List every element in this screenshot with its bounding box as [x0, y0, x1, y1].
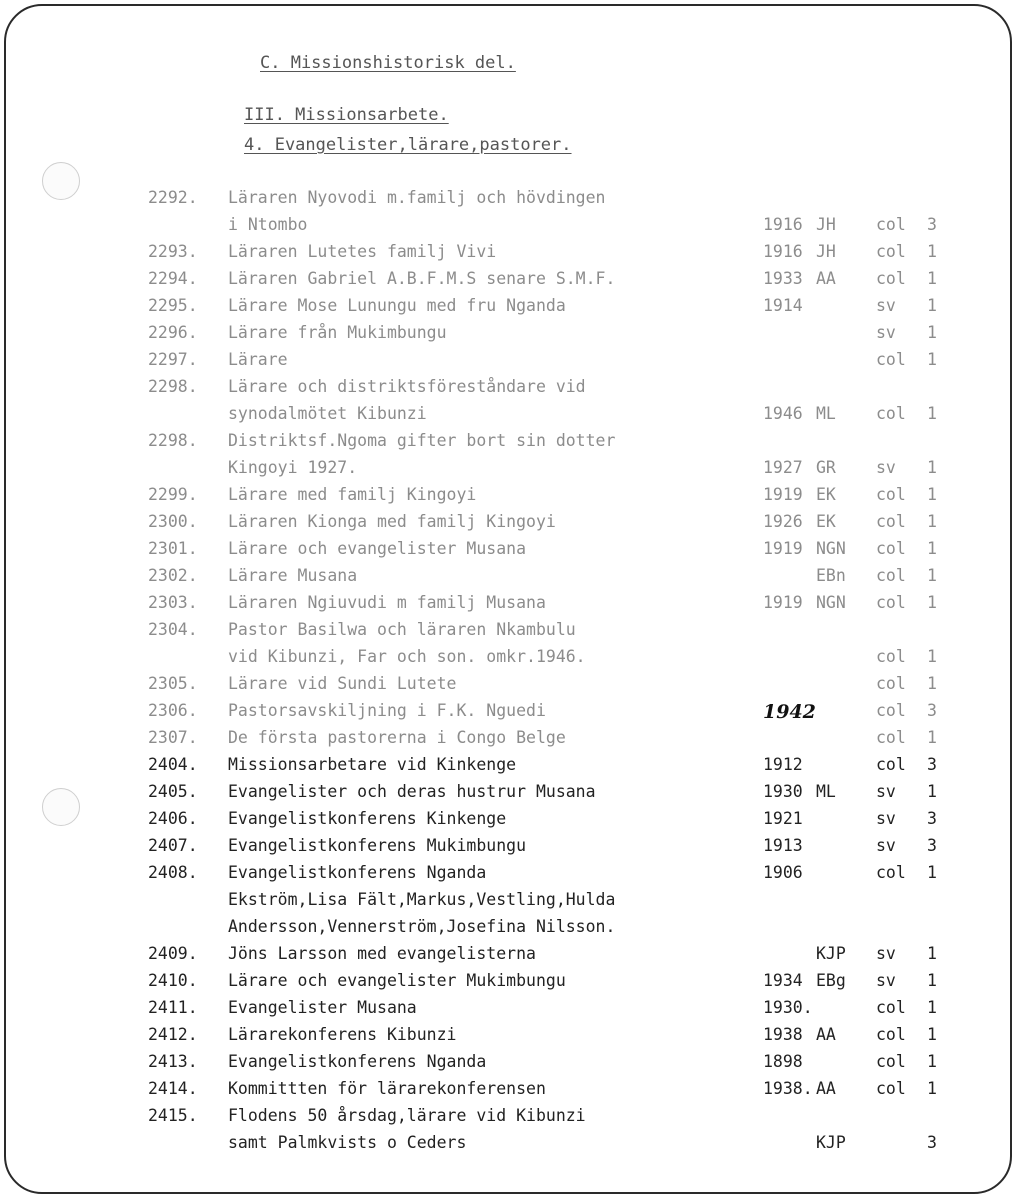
entry-number: 2298. [148, 431, 198, 450]
entry-year: 1913 [763, 836, 803, 855]
entry-year: 1934 [763, 971, 803, 990]
entry-description: Andersson,Vennerström,Josefina Nilsson. [228, 917, 616, 936]
entry-description: Läraren Kionga med familj Kingoyi [228, 512, 556, 531]
entry-signature: EK [816, 512, 836, 531]
entry-format: sv [876, 944, 896, 963]
entry-volume: 1 [927, 350, 937, 369]
entry-description: Missionsarbetare vid Kinkenge [228, 755, 517, 774]
entry-format: col [876, 269, 906, 288]
entry-description: Lärare vid Sundi Lutete [228, 674, 457, 693]
entry-number: 2299. [148, 485, 198, 504]
entry-signature: ML [816, 782, 836, 801]
entry-signature: EBg [816, 971, 846, 990]
entry-volume: 1 [927, 593, 937, 612]
catalog-card [4, 4, 1012, 1194]
entry-number: 2307. [148, 728, 198, 747]
entry-description: Kommittten för lärarekonferensen [228, 1079, 546, 1098]
entry-description: Evangelistkonferens Kinkenge [228, 809, 507, 828]
entry-volume: 3 [927, 701, 937, 720]
entry-volume: 1 [927, 674, 937, 693]
entry-volume: 1 [927, 944, 937, 963]
entry-number: 2300. [148, 512, 198, 531]
entry-row [6, 971, 1014, 998]
entry-year: 1916 [763, 242, 803, 261]
entry-volume: 1 [927, 1079, 937, 1098]
entry-format: col [876, 647, 906, 666]
entry-number: 2305. [148, 674, 198, 693]
entry-signature: NGN [816, 539, 846, 558]
entry-row [6, 350, 1014, 377]
entry-signature: AA [816, 1025, 836, 1044]
entry-year: 1916 [763, 215, 803, 234]
entry-number: 2410. [148, 971, 198, 990]
entry-number: 2404. [148, 755, 198, 774]
entry-year: 1938 [763, 1025, 803, 1044]
entry-format: sv [876, 296, 896, 315]
entry-number: 2293. [148, 242, 198, 261]
entry-description: Evangelister Musana [228, 998, 417, 1017]
entry-format: sv [876, 782, 896, 801]
entry-signature: JH [816, 242, 836, 261]
entry-volume: 1 [927, 404, 937, 423]
entry-volume: 1 [927, 971, 937, 990]
entry-number: 2409. [148, 944, 198, 963]
entry-row [6, 242, 1014, 269]
entry-format: col [876, 350, 906, 369]
entry-format: col [876, 593, 906, 612]
entry-description: samt Palmkvists o Ceders [228, 1133, 467, 1152]
entry-year: 1906 [763, 863, 803, 882]
entry-row [6, 1106, 1014, 1133]
entry-volume: 1 [927, 782, 937, 801]
entry-description: Kingoyi 1927. [228, 458, 358, 477]
entry-number: 2415. [148, 1106, 198, 1125]
entry-number: 2407. [148, 836, 198, 855]
entry-row [6, 485, 1014, 512]
entry-description: Pastorsavskiljning i F.K. Nguedi [228, 701, 546, 720]
entry-row [6, 1052, 1014, 1079]
entry-number: 2297. [148, 350, 198, 369]
entry-description: Lärare från Mukimbungu [228, 323, 447, 342]
entry-volume: 1 [927, 296, 937, 315]
entry-volume: 1 [927, 566, 937, 585]
entry-row [6, 539, 1014, 566]
entry-year: 1898 [763, 1052, 803, 1071]
entry-volume: 1 [927, 323, 937, 342]
entry-format: col [876, 1079, 906, 1098]
entry-number: 2405. [148, 782, 198, 801]
entry-description: synodalmötet Kibunzi [228, 404, 427, 423]
entry-year: 1942 [763, 701, 816, 723]
entry-row [6, 863, 1014, 890]
entry-year: 1930 [763, 782, 803, 801]
entry-volume: 3 [927, 215, 937, 234]
entry-volume: 1 [927, 1025, 937, 1044]
entry-row [6, 188, 1014, 215]
entry-number: 2412. [148, 1025, 198, 1044]
entry-number: 2303. [148, 593, 198, 612]
entry-format: col [876, 728, 906, 747]
entry-description: Läraren Lutetes familj Vivi [228, 242, 497, 261]
entry-format: col [876, 404, 906, 423]
entry-format: col [876, 242, 906, 261]
entry-year: 1926 [763, 512, 803, 531]
entry-format: col [876, 755, 906, 774]
entry-year: 1946 [763, 404, 803, 423]
entry-year: 1919 [763, 539, 803, 558]
entry-description: Jöns Larsson med evangelisterna [228, 944, 536, 963]
entry-number: 2306. [148, 701, 198, 720]
entry-row [6, 269, 1014, 296]
entry-number: 2413. [148, 1052, 198, 1071]
entry-row [6, 917, 1014, 944]
entry-description: Evangelister och deras hustrur Musana [228, 782, 596, 801]
entry-format: col [876, 215, 906, 234]
entry-row [6, 1079, 1014, 1106]
entry-year: 1919 [763, 485, 803, 504]
entry-volume: 3 [927, 755, 937, 774]
entry-description: vid Kibunzi, Far och son. omkr.1946. [228, 647, 586, 666]
entry-volume: 1 [927, 998, 937, 1017]
entry-description: Läraren Gabriel A.B.F.M.S senare S.M.F. [228, 269, 616, 288]
entry-number: 2294. [148, 269, 198, 288]
entry-volume: 1 [927, 242, 937, 261]
entry-format: sv [876, 836, 896, 855]
entry-description: Läraren Ngiuvudi m familj Musana [228, 593, 546, 612]
entry-row [6, 215, 1014, 242]
entry-description: Lärare och evangelister Mukimbungu [228, 971, 566, 990]
entry-description: Pastor Basilwa och läraren Nkambulu [228, 620, 576, 639]
entry-year: 1930. [763, 998, 813, 1017]
entry-format: col [876, 674, 906, 693]
entry-format: col [876, 485, 906, 504]
entry-number: 2408. [148, 863, 198, 882]
entry-number: 2414. [148, 1079, 198, 1098]
entry-row [6, 998, 1014, 1025]
entry-volume: 1 [927, 1052, 937, 1071]
entry-format: sv [876, 809, 896, 828]
entry-row [6, 404, 1014, 431]
entry-description: De första pastorerna i Congo Belge [228, 728, 566, 747]
entry-number: 2304. [148, 620, 198, 639]
entry-signature: GR [816, 458, 836, 477]
entry-signature: NGN [816, 593, 846, 612]
entry-format: col [876, 863, 906, 882]
entry-signature: EK [816, 485, 836, 504]
subsection-heading: III. Missionsarbete. [244, 105, 449, 125]
topic-heading: 4. Evangelister,lärare,pastorer. [244, 135, 572, 155]
entry-format: sv [876, 458, 896, 477]
entry-row [6, 512, 1014, 539]
entry-description: Evangelistkonferens Nganda [228, 863, 487, 882]
entry-number: 2411. [148, 998, 198, 1017]
entry-volume: 1 [927, 458, 937, 477]
section-heading: C. Missionshistorisk del. [260, 53, 516, 73]
entry-description: Lärare [228, 350, 288, 369]
entry-volume: 1 [927, 647, 937, 666]
entry-row [6, 458, 1014, 485]
entry-row [6, 296, 1014, 323]
entry-year: 1912 [763, 755, 803, 774]
entry-format: sv [876, 323, 896, 342]
entry-year: 1927 [763, 458, 803, 477]
entry-number: 2406. [148, 809, 198, 828]
entry-row [6, 809, 1014, 836]
entry-volume: 1 [927, 512, 937, 531]
entry-row [6, 1133, 1014, 1160]
entry-format: sv [876, 971, 896, 990]
entry-volume: 1 [927, 485, 937, 504]
entry-volume: 3 [927, 836, 937, 855]
entry-description: Evangelistkonferens Nganda [228, 1052, 487, 1071]
entry-number: 2295. [148, 296, 198, 315]
entry-volume: 1 [927, 539, 937, 558]
entry-row [6, 674, 1014, 701]
entry-number: 2298. [148, 377, 198, 396]
entry-row [6, 944, 1014, 971]
entry-row [6, 431, 1014, 458]
entry-signature: KJP [816, 944, 846, 963]
entry-format: col [876, 1052, 906, 1071]
entry-row [6, 701, 1014, 728]
entry-row [6, 782, 1014, 809]
entry-volume: 1 [927, 269, 937, 288]
entry-number: 2301. [148, 539, 198, 558]
entry-description: Flodens 50 årsdag,lärare vid Kibunzi [228, 1106, 586, 1125]
entry-description: Lärare Musana [228, 566, 358, 585]
entry-year: 1938. [763, 1079, 813, 1098]
entry-number: 2302. [148, 566, 198, 585]
entry-row [6, 1025, 1014, 1052]
entry-description: Lärare Mose Lunungu med fru Nganda [228, 296, 566, 315]
entry-row [6, 323, 1014, 350]
entry-description: Ekström,Lisa Fält,Markus,Vestling,Hulda [228, 890, 616, 909]
entry-format: col [876, 1025, 906, 1044]
entry-row [6, 377, 1014, 404]
entry-year: 1933 [763, 269, 803, 288]
entry-row [6, 755, 1014, 782]
entry-row [6, 890, 1014, 917]
entry-format: col [876, 539, 906, 558]
entry-year: 1921 [763, 809, 803, 828]
entry-signature: AA [816, 1079, 836, 1098]
entry-row [6, 647, 1014, 674]
entry-description: i Ntombo [228, 215, 308, 234]
entry-format: col [876, 512, 906, 531]
entry-description: Lärare och evangelister Musana [228, 539, 527, 558]
entry-volume: 1 [927, 863, 937, 882]
entry-signature: JH [816, 215, 836, 234]
entry-format: col [876, 701, 906, 720]
entry-volume: 3 [927, 1133, 937, 1152]
entry-description: Lärare och distriktsföreståndare vid [228, 377, 586, 396]
entry-volume: 1 [927, 728, 937, 747]
entry-description: Distriktsf.Ngoma gifter bort sin dotter [228, 431, 616, 450]
entry-row [6, 728, 1014, 755]
entry-row [6, 836, 1014, 863]
entry-row [6, 620, 1014, 647]
entry-signature: EBn [816, 566, 846, 585]
entry-volume: 3 [927, 809, 937, 828]
entry-description: Evangelistkonferens Mukimbungu [228, 836, 527, 855]
entry-year: 1919 [763, 593, 803, 612]
entry-number: 2292. [148, 188, 198, 207]
entry-year: 1914 [763, 296, 803, 315]
entry-number: 2296. [148, 323, 198, 342]
entry-format: col [876, 566, 906, 585]
entry-row [6, 593, 1014, 620]
entry-description: Läraren Nyovodi m.familj och hövdingen [228, 188, 606, 207]
entry-row [6, 566, 1014, 593]
entry-signature: AA [816, 269, 836, 288]
entry-description: Lärare med familj Kingoyi [228, 485, 477, 504]
entry-signature: KJP [816, 1133, 846, 1152]
entry-format: col [876, 998, 906, 1017]
entry-signature: ML [816, 404, 836, 423]
entry-description: Lärarekonferens Kibunzi [228, 1025, 457, 1044]
